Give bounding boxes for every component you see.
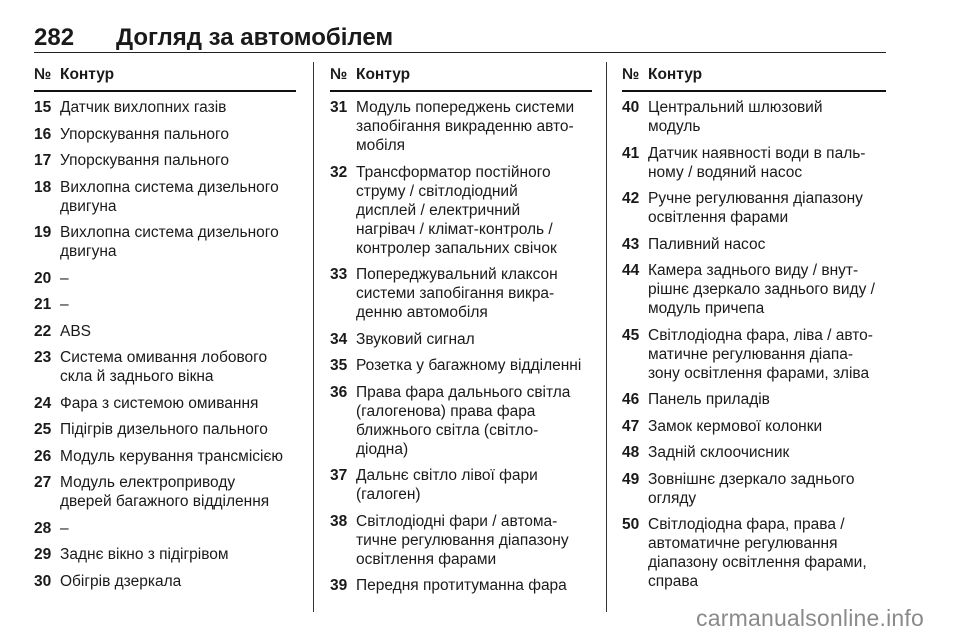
fuse-circuit: Камера заднього виду / внут- рішнє дзеркало заднього виду / модуль причепа bbox=[648, 262, 875, 317]
fuse-number: 50 bbox=[622, 516, 640, 533]
fuse-number: 25 bbox=[34, 421, 52, 438]
fuse-entry bbox=[622, 98, 886, 136]
fuse-entry bbox=[34, 269, 296, 288]
fuse-number: 30 bbox=[34, 572, 52, 590]
fuse-circuit: Світлодіодна фара, права / автоматичне регулювання діапазону освітлення фарами, справа bbox=[648, 516, 867, 590]
fuse-circuit: Світлодіодні фари / автома- тичне регулювання діапазону освітлення фарами bbox=[356, 512, 569, 568]
column-header-number: № bbox=[622, 66, 640, 83]
fuse-circuit: Заднє вікно з підігрівом bbox=[60, 546, 229, 563]
fuse-number: 27 bbox=[34, 474, 52, 491]
fuse-entry bbox=[622, 470, 886, 508]
fuse-number: 39 bbox=[330, 577, 348, 594]
fuse-number: 42 bbox=[622, 190, 640, 207]
fuse-entry bbox=[34, 545, 296, 564]
fuse-circuit: Вихлопна система дизельного двигуна bbox=[60, 224, 279, 260]
fuse-entry bbox=[622, 326, 886, 383]
fuse-number: 43 bbox=[622, 235, 640, 253]
fuse-entry bbox=[34, 572, 296, 591]
column-header-number: № bbox=[34, 66, 52, 83]
fuse-entry bbox=[34, 125, 296, 144]
fuse-number: 18 bbox=[34, 178, 52, 196]
column-divider bbox=[313, 62, 314, 612]
page-header bbox=[34, 18, 886, 53]
fuse-entry bbox=[34, 420, 296, 439]
fuse-entry bbox=[34, 223, 296, 261]
fuse-circuit: Упорскування пального bbox=[60, 152, 229, 169]
fuse-entry bbox=[34, 295, 296, 314]
fuse-number: 31 bbox=[330, 99, 348, 116]
fuse-number: 32 bbox=[330, 163, 348, 181]
fuse-number: 26 bbox=[34, 447, 52, 465]
fuse-circuit: Центральний шлюзовий модуль bbox=[648, 99, 823, 135]
fuse-circuit: Вихлопна система дизельного двигуна bbox=[60, 178, 279, 215]
fuse-circuit: Модуль електроприводу дверей багажного відділення bbox=[60, 474, 270, 510]
column-divider bbox=[606, 62, 607, 612]
fuse-circuit: Модуль попереджень системи запобігання викраденню авто- мобіля bbox=[356, 99, 575, 154]
fuse-entry bbox=[34, 519, 296, 538]
page-title: Догляд за автомобілем bbox=[116, 24, 394, 51]
fuse-number: 20 bbox=[34, 269, 52, 287]
fuse-entry bbox=[34, 348, 296, 386]
fuse-entry bbox=[622, 144, 886, 182]
column-header bbox=[34, 66, 296, 92]
fuse-number: 34 bbox=[330, 330, 348, 348]
fuse-entry bbox=[34, 178, 296, 216]
fuse-number: 21 bbox=[34, 296, 52, 313]
fuse-number: 29 bbox=[34, 546, 52, 563]
column-header-number: № bbox=[330, 66, 348, 83]
fuse-circuit: Датчик наявності води в паль- ному / водяний насос bbox=[648, 144, 866, 181]
fuse-number: 46 bbox=[622, 391, 640, 408]
fuse-entry bbox=[330, 466, 592, 504]
fuse-number: 17 bbox=[34, 152, 52, 169]
fuse-circuit: – bbox=[60, 296, 69, 313]
fuse-circuit: Права фара дальнього світла (галогенова) права фара ближнього світла (світло- діодна) bbox=[356, 383, 571, 458]
fuse-entry bbox=[34, 473, 296, 511]
fuse-number: 24 bbox=[34, 394, 52, 412]
fuse-entry bbox=[622, 443, 886, 462]
fuse-entry bbox=[34, 98, 296, 117]
fuse-list bbox=[330, 98, 592, 595]
fuse-circuit: Передня протитуманна фара bbox=[356, 577, 567, 594]
fuse-circuit: Підігрів дизельного пального bbox=[60, 421, 268, 438]
fuse-entry bbox=[330, 512, 592, 569]
fuse-circuit: Модуль керування трансмісією bbox=[60, 447, 283, 465]
fuse-list bbox=[622, 98, 886, 591]
fuse-number: 23 bbox=[34, 349, 52, 366]
fuse-entry bbox=[330, 265, 592, 322]
column-header-label: Контур bbox=[356, 66, 411, 83]
fuse-circuit: Задній склоочисник bbox=[648, 444, 790, 461]
fuse-circuit: Система омивання лобового скла й заднього вікна bbox=[60, 349, 268, 385]
fuse-circuit: – bbox=[60, 519, 69, 537]
fuse-number: 15 bbox=[34, 99, 52, 116]
fuse-circuit: – bbox=[60, 269, 69, 287]
fuse-entry bbox=[34, 394, 296, 413]
fuse-entry bbox=[34, 447, 296, 466]
page-number: 282 bbox=[34, 24, 75, 51]
fuse-circuit: Трансформатор постійного струму / світлодіодний дисплей / електричний нагрівач / клімат-контроль / контролер запальних свічок bbox=[356, 163, 557, 257]
column-header-label: Контур bbox=[60, 66, 115, 83]
column-header-label: Контур bbox=[648, 66, 703, 83]
fuse-entry bbox=[330, 576, 592, 595]
fuse-entry bbox=[34, 151, 296, 170]
fuse-circuit: Упорскування пального bbox=[60, 125, 229, 143]
fuse-entry bbox=[622, 390, 886, 409]
fuse-list bbox=[34, 98, 296, 591]
fuse-number: 40 bbox=[622, 99, 640, 116]
fuse-entry bbox=[622, 417, 886, 436]
fuse-entry bbox=[622, 515, 886, 591]
fuse-circuit: Дальнє світло лівої фари (галоген) bbox=[356, 467, 538, 503]
fuse-entry bbox=[330, 356, 592, 375]
fuse-circuit: Звуковий сигнал bbox=[356, 330, 475, 348]
fuse-column-2 bbox=[330, 66, 592, 603]
fuse-number: 44 bbox=[622, 262, 640, 279]
fuse-number: 36 bbox=[330, 383, 348, 401]
fuse-entry bbox=[622, 189, 886, 227]
fuse-number: 41 bbox=[622, 144, 640, 162]
fuse-number: 19 bbox=[34, 224, 52, 241]
fuse-circuit: Обігрів дзеркала bbox=[60, 572, 182, 590]
fuse-number: 49 bbox=[622, 470, 640, 488]
fuse-number: 38 bbox=[330, 512, 348, 530]
fuse-column-3 bbox=[622, 66, 886, 599]
fuse-number: 48 bbox=[622, 444, 640, 461]
fuse-circuit: Ручне регулювання діапазону освітлення фарами bbox=[648, 190, 863, 226]
column-header bbox=[622, 66, 886, 92]
fuse-entry bbox=[330, 330, 592, 349]
fuse-circuit: Зовнішнє дзеркало заднього огляду bbox=[648, 470, 855, 507]
fuse-circuit: Попереджувальний клаксон системи запобігання викра- денню автомобіля bbox=[356, 266, 558, 321]
watermark: carmanualsonline.info bbox=[696, 605, 924, 631]
fuse-number: 16 bbox=[34, 125, 52, 143]
fuse-number: 33 bbox=[330, 266, 348, 283]
fuse-entry bbox=[622, 235, 886, 254]
fuse-entry bbox=[34, 322, 296, 341]
fuse-number: 47 bbox=[622, 417, 640, 435]
fuse-circuit: Розетка у багажному відділенні bbox=[356, 357, 582, 374]
fuse-entry bbox=[622, 261, 886, 318]
fuse-circuit: ABS bbox=[60, 322, 92, 340]
fuse-entry bbox=[330, 383, 592, 459]
fuse-number: 45 bbox=[622, 326, 640, 344]
fuse-number: 28 bbox=[34, 519, 52, 537]
fuse-circuit: Датчик вихлопних газів bbox=[60, 99, 227, 116]
fuse-number: 22 bbox=[34, 322, 52, 340]
fuse-column-1 bbox=[34, 66, 296, 598]
fuse-circuit: Замок кермової колонки bbox=[648, 417, 823, 435]
fuse-number: 35 bbox=[330, 357, 348, 374]
fuse-circuit: Фара з системою омивання bbox=[60, 394, 259, 412]
fuse-number: 37 bbox=[330, 467, 348, 484]
column-header bbox=[330, 66, 592, 92]
fuse-circuit: Світлодіодна фара, ліва / авто- матичне регулювання діапа- зону освітлення фарами, зліва bbox=[648, 326, 873, 382]
fuse-entry bbox=[330, 98, 592, 155]
fuse-entry bbox=[330, 163, 592, 258]
fuse-circuit: Панель приладів bbox=[648, 391, 770, 408]
fuse-circuit: Паливний насос bbox=[648, 235, 766, 253]
